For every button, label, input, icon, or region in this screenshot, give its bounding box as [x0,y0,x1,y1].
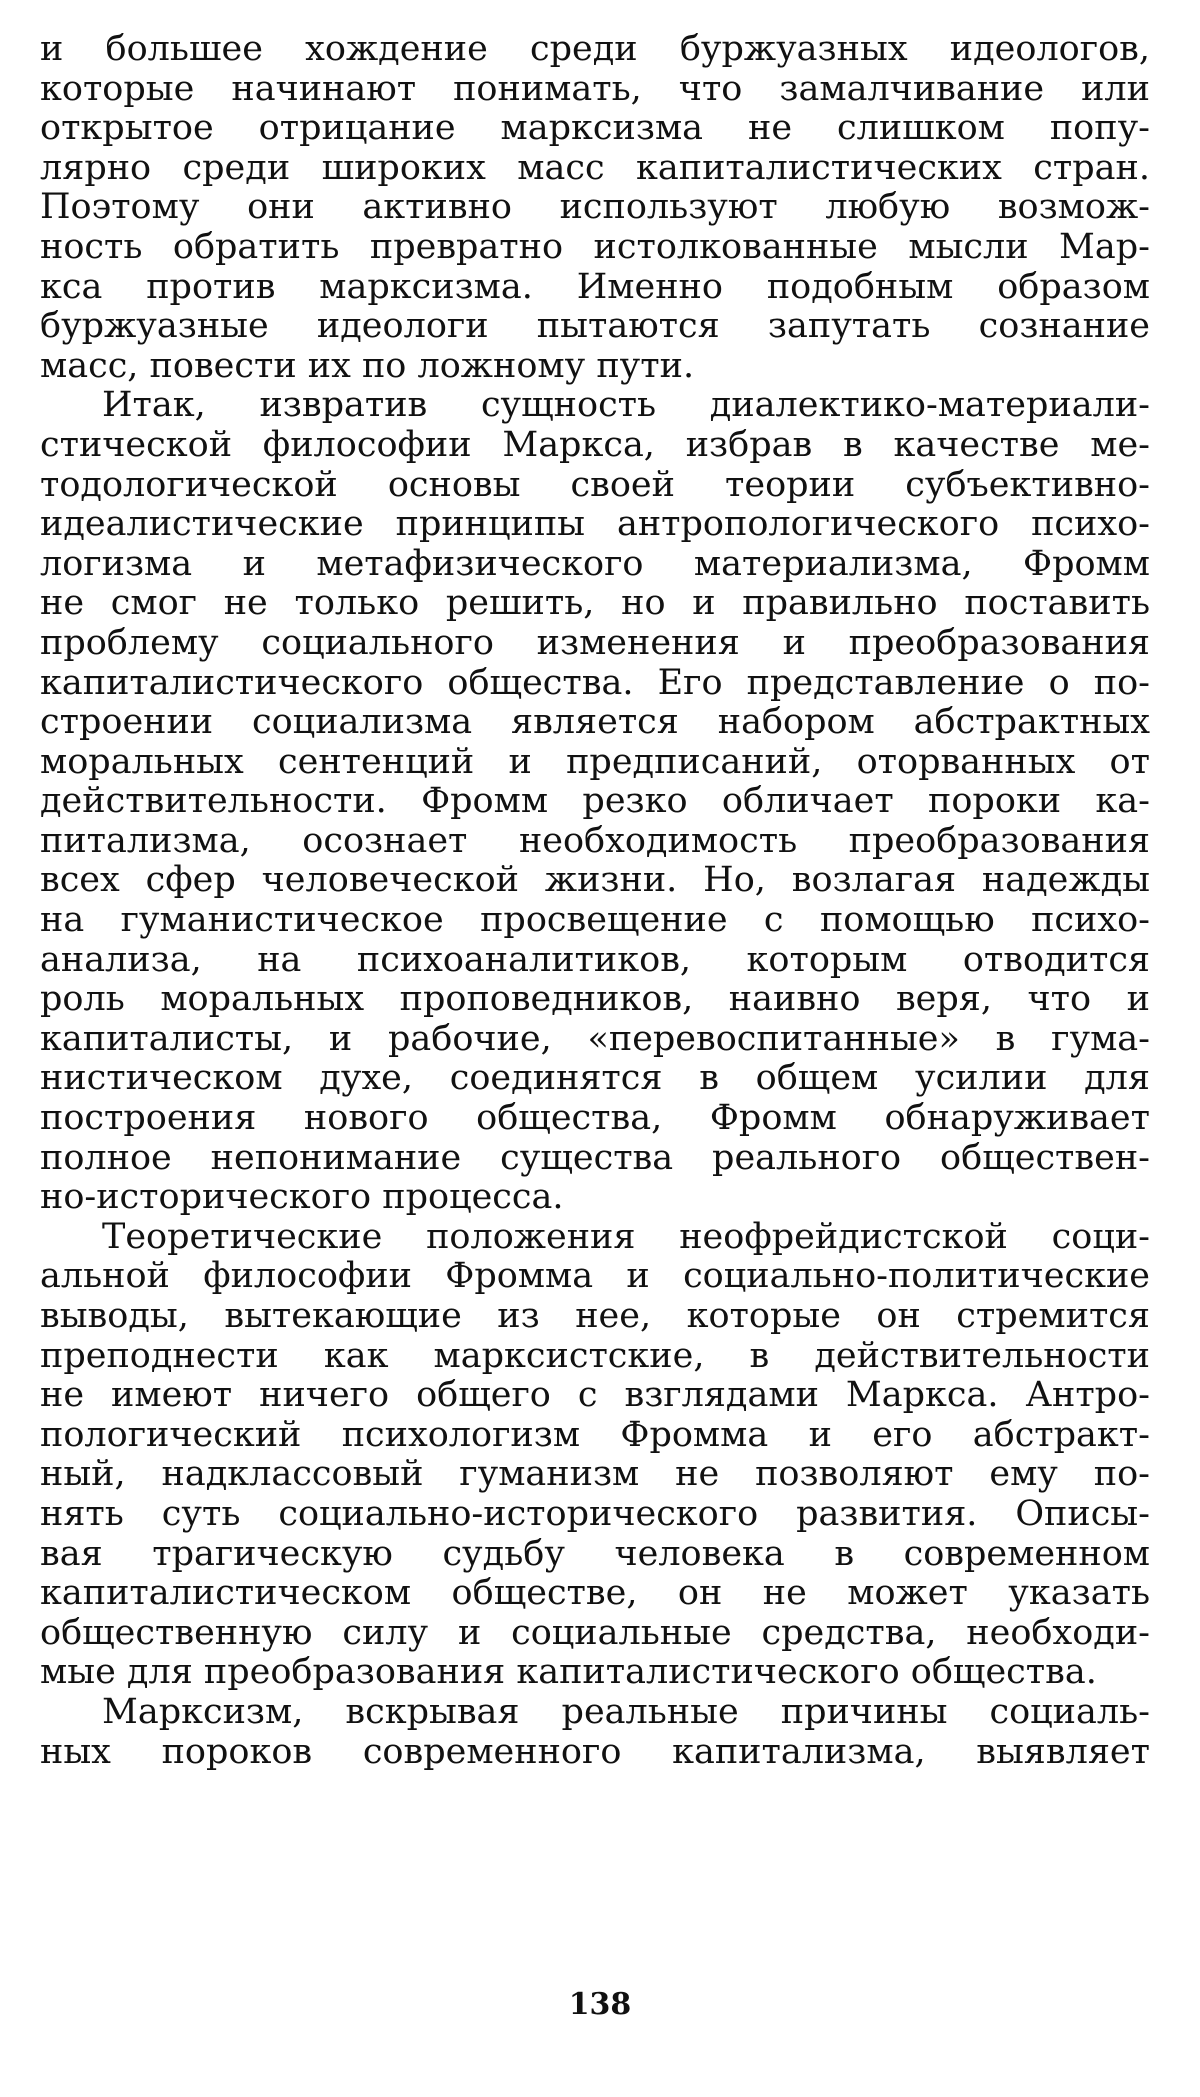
text-line: капиталисты, и рабочие, «перевоспитанные» в гума- [40,1019,1150,1059]
text-line: построения нового общества, Фромм обнаруживает [40,1099,1150,1139]
text-line: капиталистическом обществе, он не может указать [40,1574,1150,1614]
paragraph-2 [40,386,1150,1217]
text-line: ность обратить превратно истолкованные мысли Мар- [40,227,1150,267]
text-line: буржуазные идеологи пытаются запутать сознание [40,307,1150,347]
text-line: всех сфер человеческой жизни. Но, возлагая надежды [40,861,1150,901]
text-line: Теоретические положения неофрейдистской соци- [102,1217,1150,1257]
paragraph-3 [40,1218,1150,1693]
paragraph-4 [40,1693,1150,1772]
text-line: идеалистические принципы антропологического психо- [40,505,1150,545]
text-line: строении социализма является набором абстрактных [40,703,1150,743]
text-line: анализа, на психоаналитиков, которым отводится [40,940,1150,980]
text-line: преподнести как марксистские, в действительности [40,1336,1150,1376]
text-line: полное непонимание существа реального обществен- [40,1138,1150,1178]
text-line: роль моральных проповедников, наивно веря, что и [40,980,1150,1020]
text-line: стической философии Маркса, избрав в качестве ме- [40,425,1150,465]
text-line: не имеют ничего общего с взглядами Маркса. Антро- [40,1376,1150,1416]
text-line: не смог не только решить, но и правильно поставить [40,584,1150,624]
text-line: и большее хождение среди буржуазных идеологов, [40,30,1150,69]
text-line: логизма и метафизического материализма, Фромм [40,544,1150,584]
text-line: ный, надклассовый гуманизм не позволяют ему по- [40,1455,1150,1495]
text-line: моральных сентенций и предписаний, оторванных от [40,742,1150,782]
text-line: которые начинают понимать, что замалчивание или [40,69,1150,109]
text-line: мые для преобразования капиталистического общества. [40,1653,1097,1693]
text-line: Итак, извратив сущность диалектико-материали- [102,386,1150,426]
paragraph-1 [40,30,1150,386]
text-line: но-исторического процесса. [40,1178,564,1218]
text-line: ных пороков современного капитализма, выявляет [40,1732,1150,1772]
page-number: 138 [568,1987,632,2022]
text-line: открытое отрицание марксизма не слишком попу- [40,109,1150,149]
text-line: масс, повести их по ложному пути. [40,346,695,386]
text-line: пологический психологизм Фромма и его абстракт- [40,1415,1150,1455]
text-line: Марксизм, вскрывая реальные причины социаль- [102,1692,1150,1732]
page-body [40,30,1150,1772]
text-line: выводы, вытекающие из нее, которые он стремится [40,1297,1150,1336]
text-line: питализма, осознает необходимость преобразования [40,821,1150,861]
text-line: Поэтому они активно используют любую возмож- [40,188,1150,228]
text-line: нять суть социально-исторического развития. Описы- [40,1494,1150,1534]
text-line: кса против марксизма. Именно подобным образом [40,267,1150,307]
text-line: вая трагическую судьбу человека в современном [40,1534,1150,1574]
text-line: лярно среди широких масс капиталистических стран. [40,148,1150,188]
text-line: действительности. Фромм резко обличает пороки ка- [40,782,1150,822]
text-line: альной философии Фромма и социально-политические [40,1257,1150,1297]
text-line: капиталистического общества. Его представление о по- [40,663,1150,703]
text-line: тодологической основы своей теории субъективно- [40,465,1150,505]
text-line: нистическом духе, соединятся в общем усилии для [40,1059,1150,1099]
text-line: проблему социального изменения и преобразования [40,623,1150,663]
text-line: общественную силу и социальные средства, необходи- [40,1613,1150,1653]
text-line: на гуманистическое просвещение с помощью психо- [40,901,1150,941]
